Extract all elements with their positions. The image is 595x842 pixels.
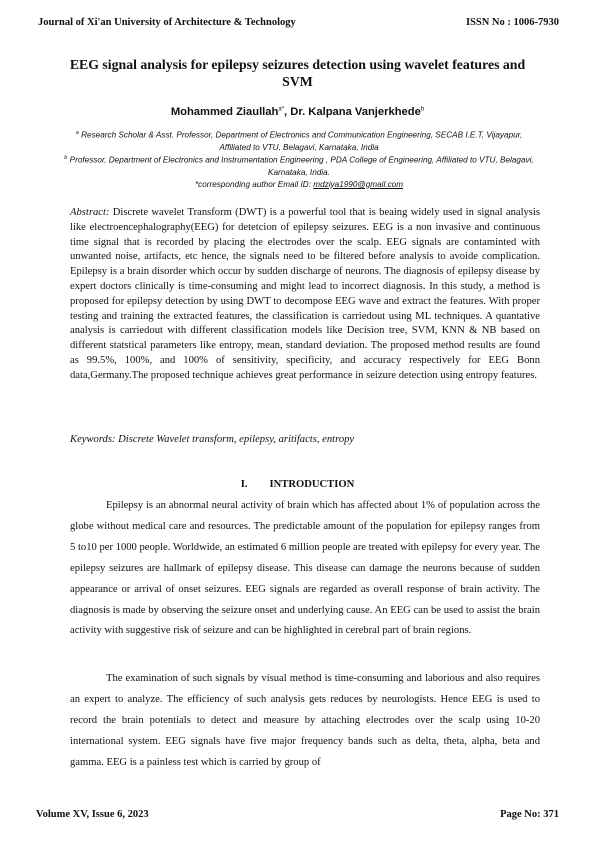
affiliations <box>64 128 534 190</box>
keywords: Keywords: Discrete Wavelet transform, epilepsy, aritifacts, entropy <box>70 434 355 445</box>
abstract <box>70 206 540 384</box>
affiliation-a <box>64 128 534 153</box>
corresponding-author <box>64 179 534 191</box>
paper-title: EEG signal analysis for epilepsy seizures detection using wavelet features and SVM <box>69 57 526 89</box>
corresponding-label: *corresponding author Email ID: <box>194 179 314 189</box>
section-heading <box>0 479 595 490</box>
affiliation-a-text: Research Scholar & Asst. Professor, Department of Electronics and Communication Engineering, SECAB I.E.T, Vijayapur, Affiliated to VTU, Belagavi, Karnataka, India <box>78 130 523 152</box>
author-line <box>0 106 595 118</box>
author-name-1: Mohammed Ziaullah <box>170 106 279 118</box>
abstract-text: Discrete wavelet Transform (DWT) is a powerful tool that is beaing widely used in signal analysis like electroencephalography(EEG) for detetcion of epilepsy seizures. EEG is a non invasive and continuous time signal that is recorded by placing the electrodes over the scalp. EEG signals are contaminted with unwanted noise, artifacts, etc hence, the signals need to be filtered before analysis to avoide complication. Epilepsy is a brain disorder which occur by sudden discharge of neurons. The diagnosis of epilepsy disease by expert doctors clinically is time-consuming and might lead to incorrect diagnosis. In this study, a method is proposed for epilepsy detection by using DWT to decompose EEG wave and extract the features. With proper testing and training the extracted features, the classification is carriedout using ML techniques. A quantative analysis is carriedout with different classification models like Decision tree, SVM, KNN & NB based on different statstical parameters like entropy, mean, standard deviation. The proposed method results are found as 99.5%, 100%, and 100% of sensitivity, specificity, and accuracy respectively for EEG Bonn data,Germany.The proposed technique achieves great performance in seizure detection using entropy features. <box>70 207 540 381</box>
corresponding-email-link[interactable]: mdziya1990@gmail.com <box>313 179 404 189</box>
section-number: I. <box>240 479 248 490</box>
author-1-affiliation-mark: a* <box>278 106 285 113</box>
issn-number: ISSN No : 1006-7930 <box>465 17 559 28</box>
affiliation-b-text: Professor, Department of Electronics and Instrumentation Engineering , PDA College of Engineering, Affiliated to VTU, Belagavi, Karnataka, India. <box>67 156 534 177</box>
body-paragraph-2: The examination of such signals by visual method is time-consuming and laborious and also requires an expert to analyze. The efficiency of such analysis gets reduces by neurologists. Hence EEG is used to record the brain potentials to detect and measure by attaching electrodes over the scalp using 10-20 international system. EEG signals have five major frequency bands such as delta, theta, alpha, beta and gamma. EEG is a painless test which is carried by group of <box>70 673 540 768</box>
affiliation-b-mark: b <box>64 155 68 162</box>
affiliation-b <box>64 153 534 178</box>
volume-issue: Volume XV, Issue 6, 2023 <box>36 809 149 820</box>
journal-name: Journal of Xi'an University of Architecture & Technology <box>38 17 296 28</box>
section-title: INTRODUCTION <box>269 479 355 490</box>
author-name-2: , Dr. Kalpana Vanjerkhede <box>284 106 421 118</box>
abstract-label: Abstract: <box>70 207 110 218</box>
body-paragraph-1: Epilepsy is an abnormal neural activity of brain which has affected about 1% of population across the globe without medical care and resources. The predictable amount of the population for epilepsy ranges from 5 to10 per 1000 people. Worldwide, an estimated 6 million people are treated with epilepsy for every year. The epilepsy seizures are hallmark of epilepsy disease. This disease can damage the neurons because of sudden appearance or arrival of onset seizures. EEG signals are regarded as overall response of brain activity. The diagnosis is made by observing the seizure onset and underlying cause. An EEG can be used to assist the brain activity with suggestive risk of seizure and can be highlighted in cerebral part of brain regions. <box>70 500 540 637</box>
author-2-affiliation-mark: b <box>420 106 425 113</box>
affiliation-a-mark: a <box>75 130 79 136</box>
page-number: Page No: 371 <box>500 809 559 820</box>
